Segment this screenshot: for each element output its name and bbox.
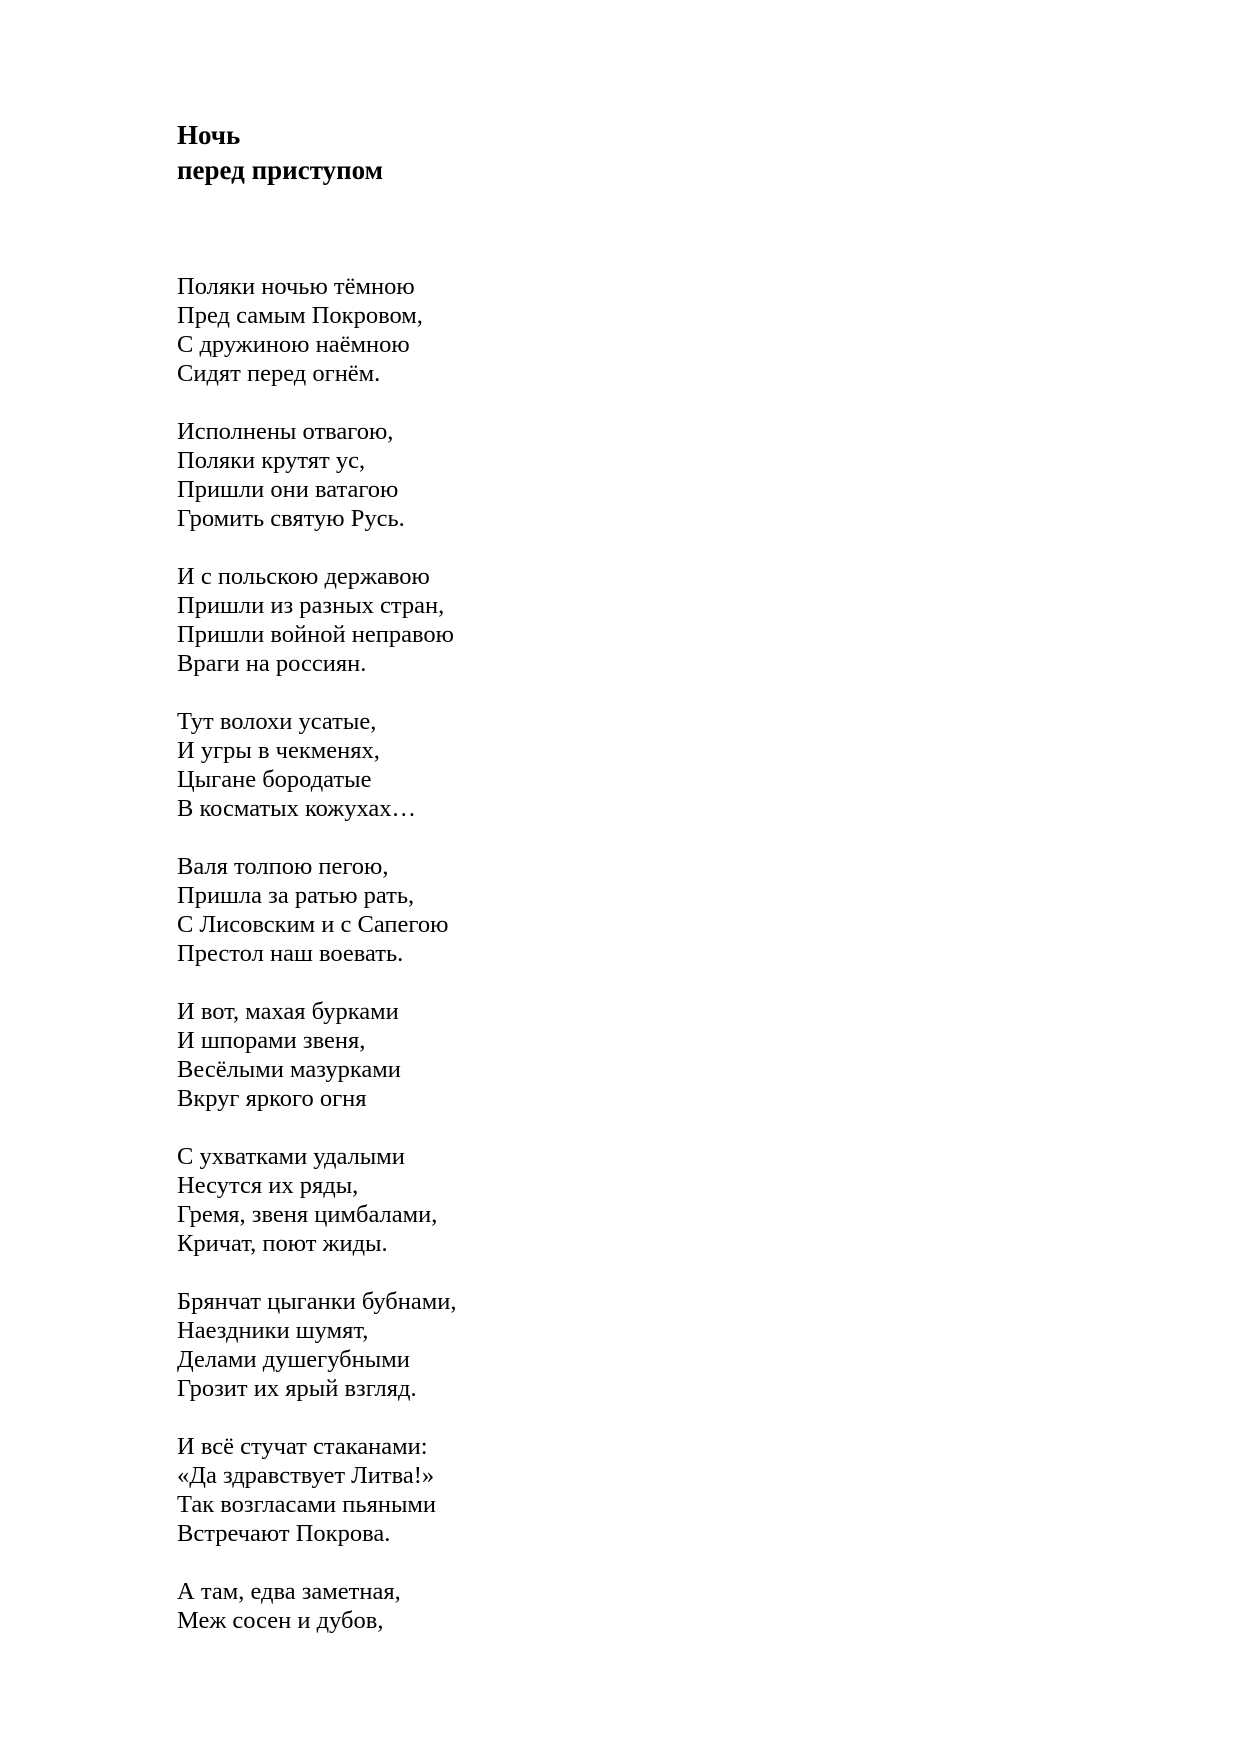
stanza-2 <box>177 417 457 533</box>
poem-line: Пришла за ратью рать, <box>177 882 415 909</box>
poem-line: В косматых кожухах… <box>177 795 417 822</box>
poem-line: Пред самым Покровом, <box>177 302 423 329</box>
poem-line: Валя толпою пегою, <box>177 853 389 880</box>
poem-line: И всё стучат стаканами: <box>177 1433 428 1460</box>
poem-line: «Да здравствует Литва!» <box>177 1462 435 1489</box>
poem-line: Так возгласами пьяными <box>177 1491 437 1518</box>
stanza-7 <box>177 1142 457 1258</box>
poem-line: И вот, махая бурками <box>177 998 399 1025</box>
poem-line: Тут волохи усатые, <box>177 708 377 735</box>
poem-line: Гремя, звеня цимбалами, <box>177 1201 438 1228</box>
stanza-10 <box>177 1577 457 1635</box>
poem-line: Кричат, поют жиды. <box>177 1230 388 1257</box>
poem-line: Престол наш воевать. <box>177 940 404 967</box>
poem-line: Делами душегубными <box>177 1346 410 1373</box>
poem-body <box>177 272 457 1664</box>
stanza-5 <box>177 852 457 968</box>
poem-line: Пришли из разных стран, <box>177 592 445 619</box>
poem-line: Пришли войной неправою <box>177 621 454 648</box>
stanza-1 <box>177 272 457 388</box>
poem-line: Вкруг яркого огня <box>177 1085 367 1112</box>
poem-line: Поляки ночью тёмною <box>177 273 415 300</box>
poem-line: Исполнены отвагою, <box>177 418 394 445</box>
poem-line: Брянчат цыганки бубнами, <box>177 1288 457 1315</box>
poem-line: С Лисовским и с Сапегою <box>177 911 449 938</box>
poem-line: Сидят перед огнём. <box>177 360 381 387</box>
poem-line: Поляки крутят ус, <box>177 447 366 474</box>
stanza-6 <box>177 997 457 1113</box>
title-line-2: перед приступом <box>177 155 384 185</box>
poem-line: Несутся их ряды, <box>177 1172 359 1199</box>
poem-line: Меж сосен и дубов, <box>177 1607 384 1634</box>
poem-line: А там, едва заметная, <box>177 1578 401 1605</box>
poem-line: Цыгане бородатые <box>177 766 372 793</box>
poem-line: С ухватками удалыми <box>177 1143 405 1170</box>
stanza-3 <box>177 562 457 678</box>
poem-line: Весёлыми мазурками <box>177 1056 401 1083</box>
stanza-8 <box>177 1287 457 1403</box>
poem-line: Встречают Покрова. <box>177 1520 391 1547</box>
stanza-4 <box>177 707 457 823</box>
poem-line: С дружиною наёмною <box>177 331 410 358</box>
title-line-1: Ночь <box>177 120 241 150</box>
poem-line: И шпорами звеня, <box>177 1027 366 1054</box>
poem-line: Наездники шумят, <box>177 1317 369 1344</box>
poem-line: Пришли они ватагою <box>177 476 399 503</box>
poem-line: Враги на россиян. <box>177 650 367 677</box>
poem-line: И с польскою державою <box>177 563 430 590</box>
poem-title <box>177 118 383 188</box>
stanza-9 <box>177 1432 457 1548</box>
poem-line: Громить святую Русь. <box>177 505 405 532</box>
poem-line: И угры в чекменях, <box>177 737 380 764</box>
poem-line: Грозит их ярый взгляд. <box>177 1375 417 1402</box>
